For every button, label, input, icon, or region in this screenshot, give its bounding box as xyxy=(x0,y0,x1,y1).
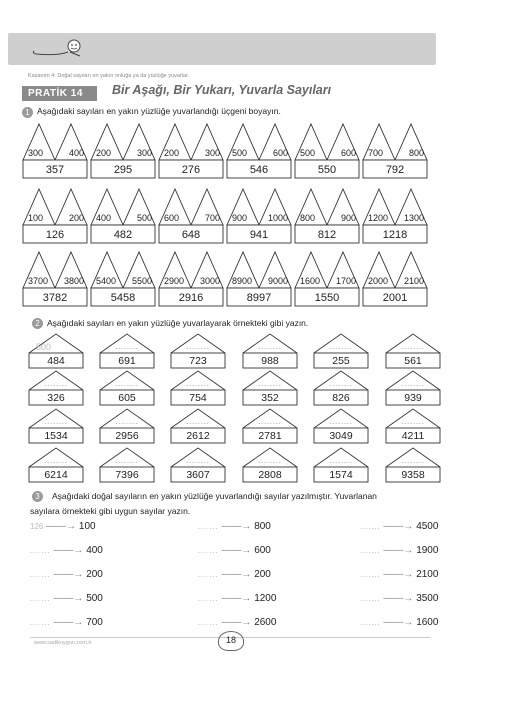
house-shape xyxy=(242,333,298,369)
triangle-right-label: 600 xyxy=(340,148,356,158)
rounding-row xyxy=(198,545,271,556)
rounded-value: 3500 xyxy=(416,593,439,604)
triangle-right-label: 900 xyxy=(340,213,356,223)
house-shape xyxy=(28,408,84,444)
triangle-value: 941 xyxy=(249,229,269,241)
rounded-value: 400 xyxy=(86,545,103,556)
triangle-pair xyxy=(362,187,428,245)
house-shape xyxy=(28,333,84,369)
triangle-left-label: 400 xyxy=(96,213,112,223)
triangle-pair xyxy=(226,250,292,308)
answer-blank: ........ xyxy=(115,458,139,465)
triangle-right-label: 1000 xyxy=(267,213,288,223)
kid-doodle-icon xyxy=(28,38,88,60)
triangle-pair xyxy=(294,187,360,245)
arrow-icon: ——→ xyxy=(50,593,87,604)
house-value: 255 xyxy=(332,355,350,367)
house-shape xyxy=(170,408,226,444)
answer-blank: ........ xyxy=(401,419,425,426)
answer-blank: ....... xyxy=(198,572,219,579)
arrow-icon: ——→ xyxy=(380,617,417,628)
triangle-value: 295 xyxy=(113,164,133,176)
triangle-pair xyxy=(226,187,292,245)
answer-blank: ........ xyxy=(401,458,425,465)
triangle-left-label: 200 xyxy=(96,148,112,158)
answer-blank: ....... xyxy=(30,572,51,579)
rounding-row xyxy=(30,545,103,556)
triangle-value: 1550 xyxy=(314,292,340,304)
arrow-icon: ——→ xyxy=(380,521,417,532)
triangle-pair xyxy=(294,250,360,308)
triangle-value: 550 xyxy=(317,164,337,176)
triangle-value: 1218 xyxy=(382,229,408,241)
triangle-pair xyxy=(362,122,428,180)
triangle-right-label: 300 xyxy=(136,148,152,158)
arrow-icon: ——→ xyxy=(218,521,255,532)
house-shape xyxy=(99,408,155,444)
answer-blank: ....... xyxy=(198,596,219,603)
triangle-pair xyxy=(90,250,156,308)
triangle-value: 792 xyxy=(385,164,405,176)
house-shape xyxy=(385,408,441,444)
answer-blank: ........ xyxy=(401,344,425,351)
triangle-value: 2001 xyxy=(382,292,408,304)
rounding-row xyxy=(198,521,271,532)
house-value: 754 xyxy=(189,392,207,404)
house-shape xyxy=(313,333,369,369)
triangle-right-label: 1300 xyxy=(403,213,424,223)
rounded-value: 800 xyxy=(254,521,271,532)
triangle-right-label: 600 xyxy=(272,148,288,158)
answer-blank: ........ xyxy=(115,344,139,351)
rounded-value: 100 xyxy=(78,521,96,532)
arrow-icon: ——→ xyxy=(380,569,417,580)
triangle-value: 546 xyxy=(249,164,269,176)
house-value: 561 xyxy=(404,355,422,367)
triangle-right-label: 9000 xyxy=(267,276,288,286)
triangle-pair xyxy=(22,187,88,245)
answer-blank: ........ xyxy=(115,381,139,388)
triangle-left-label: 500 xyxy=(300,148,316,158)
house-shape xyxy=(99,333,155,369)
house-shape xyxy=(313,370,369,406)
triangle-value: 126 xyxy=(45,229,65,241)
answer-blank: ....... xyxy=(198,524,219,531)
house-shape xyxy=(313,447,369,483)
rounded-value: 1200 xyxy=(254,593,277,604)
triangle-value: 8997 xyxy=(246,292,272,304)
triangle-left-label: 1200 xyxy=(368,213,389,223)
rounded-value: 1900 xyxy=(416,545,439,556)
triangle-left-label: 900 xyxy=(232,213,248,223)
house-shape xyxy=(242,370,298,406)
answer-blank: ........ xyxy=(401,381,425,388)
arrow-icon: ——→ xyxy=(50,617,87,628)
exercise-2-instruction: Aşağıdaki sayıları en yakın yüzlüğe yuvarlayarak örnekteki gibi yazın. xyxy=(47,318,309,328)
answer-blank: ........ xyxy=(44,419,68,426)
learning-objective: Kazanım 4: Doğal sayıları en yakın onluğa ya da yüzlüğe yuvarlar. xyxy=(28,73,190,79)
answer-blank: ........ xyxy=(258,381,282,388)
triangle-left-label: 1600 xyxy=(300,276,321,286)
house-value: 605 xyxy=(118,392,136,404)
triangle-pair xyxy=(226,122,292,180)
triangle-left-label: 8900 xyxy=(232,276,253,286)
footer-url: www.sadikuygun.com.tr xyxy=(34,640,92,646)
house-value: 3049 xyxy=(329,430,353,442)
rounding-row xyxy=(360,545,438,556)
triangle-left-label: 300 xyxy=(28,148,44,158)
house-value: 988 xyxy=(261,355,279,367)
answer-blank: ....... xyxy=(360,524,381,531)
triangle-pair xyxy=(158,187,224,245)
triangle-left-label: 3700 xyxy=(28,276,49,286)
triangle-pair xyxy=(294,122,360,180)
triangle-right-label: 1700 xyxy=(335,276,356,286)
triangle-left-label: 200 xyxy=(164,148,180,158)
answer-blank: ....... xyxy=(30,548,51,555)
rounded-value: 1600 xyxy=(416,617,439,628)
arrow-icon: ——→ xyxy=(380,545,417,556)
exercise-1-number: 1 xyxy=(22,107,33,118)
house-shape xyxy=(170,447,226,483)
triangle-left-label: 2900 xyxy=(164,276,185,286)
answer-blank: ........ xyxy=(329,381,353,388)
triangle-right-label: 700 xyxy=(204,213,220,223)
answer-blank: ........ xyxy=(186,344,210,351)
answer-blank: ....... xyxy=(198,620,219,627)
triangle-left-label: 100 xyxy=(28,213,44,223)
triangle-value: 648 xyxy=(181,229,201,241)
answer-blank: ....... xyxy=(360,620,381,627)
rounded-value: 600 xyxy=(254,545,271,556)
house-value: 1574 xyxy=(329,469,353,481)
house-shape xyxy=(28,447,84,483)
rounded-value: 2100 xyxy=(416,569,439,580)
triangle-value: 357 xyxy=(45,164,65,176)
rounding-row xyxy=(198,617,276,628)
triangle-right-label: 3800 xyxy=(63,276,84,286)
triangle-pair xyxy=(90,122,156,180)
triangle-pair xyxy=(158,250,224,308)
house-shape xyxy=(242,447,298,483)
answer-blank: ....... xyxy=(360,548,381,555)
answer-blank: ........ xyxy=(329,344,353,351)
answer-blank: ........ xyxy=(44,381,68,388)
triangle-pair xyxy=(158,122,224,180)
exercise-3-number: 3 xyxy=(32,491,43,502)
arrow-icon: ——→ xyxy=(218,617,255,628)
rounding-row xyxy=(198,569,271,580)
answer-blank: ........ xyxy=(186,458,210,465)
answer-blank: ........ xyxy=(186,381,210,388)
triangle-pair xyxy=(362,250,428,308)
triangle-right-label: 400 xyxy=(68,148,84,158)
rounded-value: 4500 xyxy=(416,521,439,532)
house-value: 6214 xyxy=(44,469,68,481)
house-value: 9358 xyxy=(401,469,425,481)
house-value: 2612 xyxy=(186,430,210,442)
triangle-right-label: 500 xyxy=(136,213,152,223)
triangle-left-label: 500 xyxy=(232,148,248,158)
triangle-pair xyxy=(22,250,88,308)
triangle-right-label: 800 xyxy=(408,148,424,158)
arrow-icon: ——→ xyxy=(218,545,255,556)
rounded-value: 200 xyxy=(86,569,103,580)
rounding-row xyxy=(198,593,276,604)
arrow-icon: ——→ xyxy=(218,593,255,604)
triangle-left-label: 5400 xyxy=(96,276,117,286)
triangle-right-label: 3000 xyxy=(199,276,220,286)
rounded-value: 2600 xyxy=(254,617,277,628)
answer-blank: ....... xyxy=(360,572,381,579)
triangle-right-label: 5500 xyxy=(131,276,152,286)
triangle-right-label: 2100 xyxy=(403,276,424,286)
house-shape xyxy=(99,447,155,483)
rounding-row xyxy=(30,617,103,628)
triangle-right-label: 300 xyxy=(204,148,220,158)
example-answer: 126 xyxy=(30,522,44,531)
house-shape xyxy=(313,408,369,444)
rounding-row xyxy=(360,593,438,604)
answer-blank: ....... xyxy=(30,596,51,603)
arrow-icon: ——→ xyxy=(50,545,87,556)
exercise-2-number: 2 xyxy=(32,318,43,329)
rounded-value: 200 xyxy=(254,569,271,580)
rounding-row xyxy=(360,617,438,628)
house-value: 326 xyxy=(47,392,65,404)
triangle-right-label: 200 xyxy=(68,213,84,223)
triangle-left-label: 700 xyxy=(368,148,384,158)
triangle-value: 2916 xyxy=(178,292,204,304)
rounding-row xyxy=(360,521,438,532)
house-value: 826 xyxy=(332,392,350,404)
house-value: 4211 xyxy=(401,430,425,442)
answer-blank: ........ xyxy=(186,419,210,426)
rounding-row xyxy=(30,521,96,532)
triangle-value: 276 xyxy=(181,164,201,176)
triangle-value: 482 xyxy=(113,229,133,241)
rounding-row xyxy=(360,569,438,580)
house-value: 2956 xyxy=(115,430,139,442)
house-shape xyxy=(28,370,84,406)
pratik-label: PRATİK 14 xyxy=(22,86,97,101)
answer-blank: ....... xyxy=(30,620,51,627)
house-value: 691 xyxy=(118,355,136,367)
house-shape xyxy=(99,370,155,406)
example-answer: 500 xyxy=(36,342,52,352)
answer-blank: ........ xyxy=(258,344,282,351)
answer-blank: ........ xyxy=(44,458,68,465)
exercise-3-instruction-line1: Aşağıdaki doğal sayıların en yakın yüzlüğe yuvarlandığı sayılar yazılmıştır. Yuvarlanan xyxy=(52,491,377,501)
house-shape xyxy=(242,408,298,444)
answer-blank: ........ xyxy=(115,419,139,426)
rounded-value: 700 xyxy=(86,617,103,628)
house-shape xyxy=(170,333,226,369)
house-value: 939 xyxy=(404,392,422,404)
house-value: 2781 xyxy=(258,430,282,442)
house-value: 484 xyxy=(47,355,65,367)
house-value: 3607 xyxy=(186,469,210,481)
house-value: 7396 xyxy=(115,469,139,481)
house-value: 723 xyxy=(189,355,207,367)
page-number: 18 xyxy=(218,631,244,651)
answer-blank: ....... xyxy=(198,548,219,555)
triangle-value: 812 xyxy=(317,229,337,241)
house-shape xyxy=(385,370,441,406)
rounding-row xyxy=(30,569,103,580)
answer-blank: ....... xyxy=(360,596,381,603)
answer-blank: ........ xyxy=(258,419,282,426)
rounding-row xyxy=(30,593,103,604)
triangle-left-label: 2000 xyxy=(368,276,389,286)
triangle-left-label: 800 xyxy=(300,213,316,223)
house-shape xyxy=(385,333,441,369)
house-shape xyxy=(385,447,441,483)
house-value: 1534 xyxy=(44,430,68,442)
triangle-value: 3782 xyxy=(42,292,68,304)
exercise-1-instruction: Aşağıdaki sayıları en yakın yüzlüğe yuvarlandığı üçgeni boyayın. xyxy=(37,106,281,116)
exercise-3-instruction-line2: sayılara örnekteki gibi uygun sayılar yazın. xyxy=(30,506,191,516)
triangle-pair xyxy=(90,187,156,245)
triangle-value: 5458 xyxy=(110,292,136,304)
arrow-icon: ——→ xyxy=(43,521,79,532)
answer-blank: ........ xyxy=(329,458,353,465)
house-value: 2808 xyxy=(258,469,282,481)
answer-blank: ........ xyxy=(258,458,282,465)
triangle-left-label: 600 xyxy=(164,213,180,223)
page-title: Bir Aşağı, Bir Yukarı, Yuvarla Sayıları xyxy=(112,83,332,97)
triangle-pair xyxy=(22,122,88,180)
arrow-icon: ——→ xyxy=(380,593,417,604)
house-value: 352 xyxy=(261,392,279,404)
answer-blank: ........ xyxy=(329,419,353,426)
rounded-value: 500 xyxy=(86,593,103,604)
arrow-icon: ——→ xyxy=(218,569,255,580)
arrow-icon: ——→ xyxy=(50,569,87,580)
house-shape xyxy=(170,370,226,406)
